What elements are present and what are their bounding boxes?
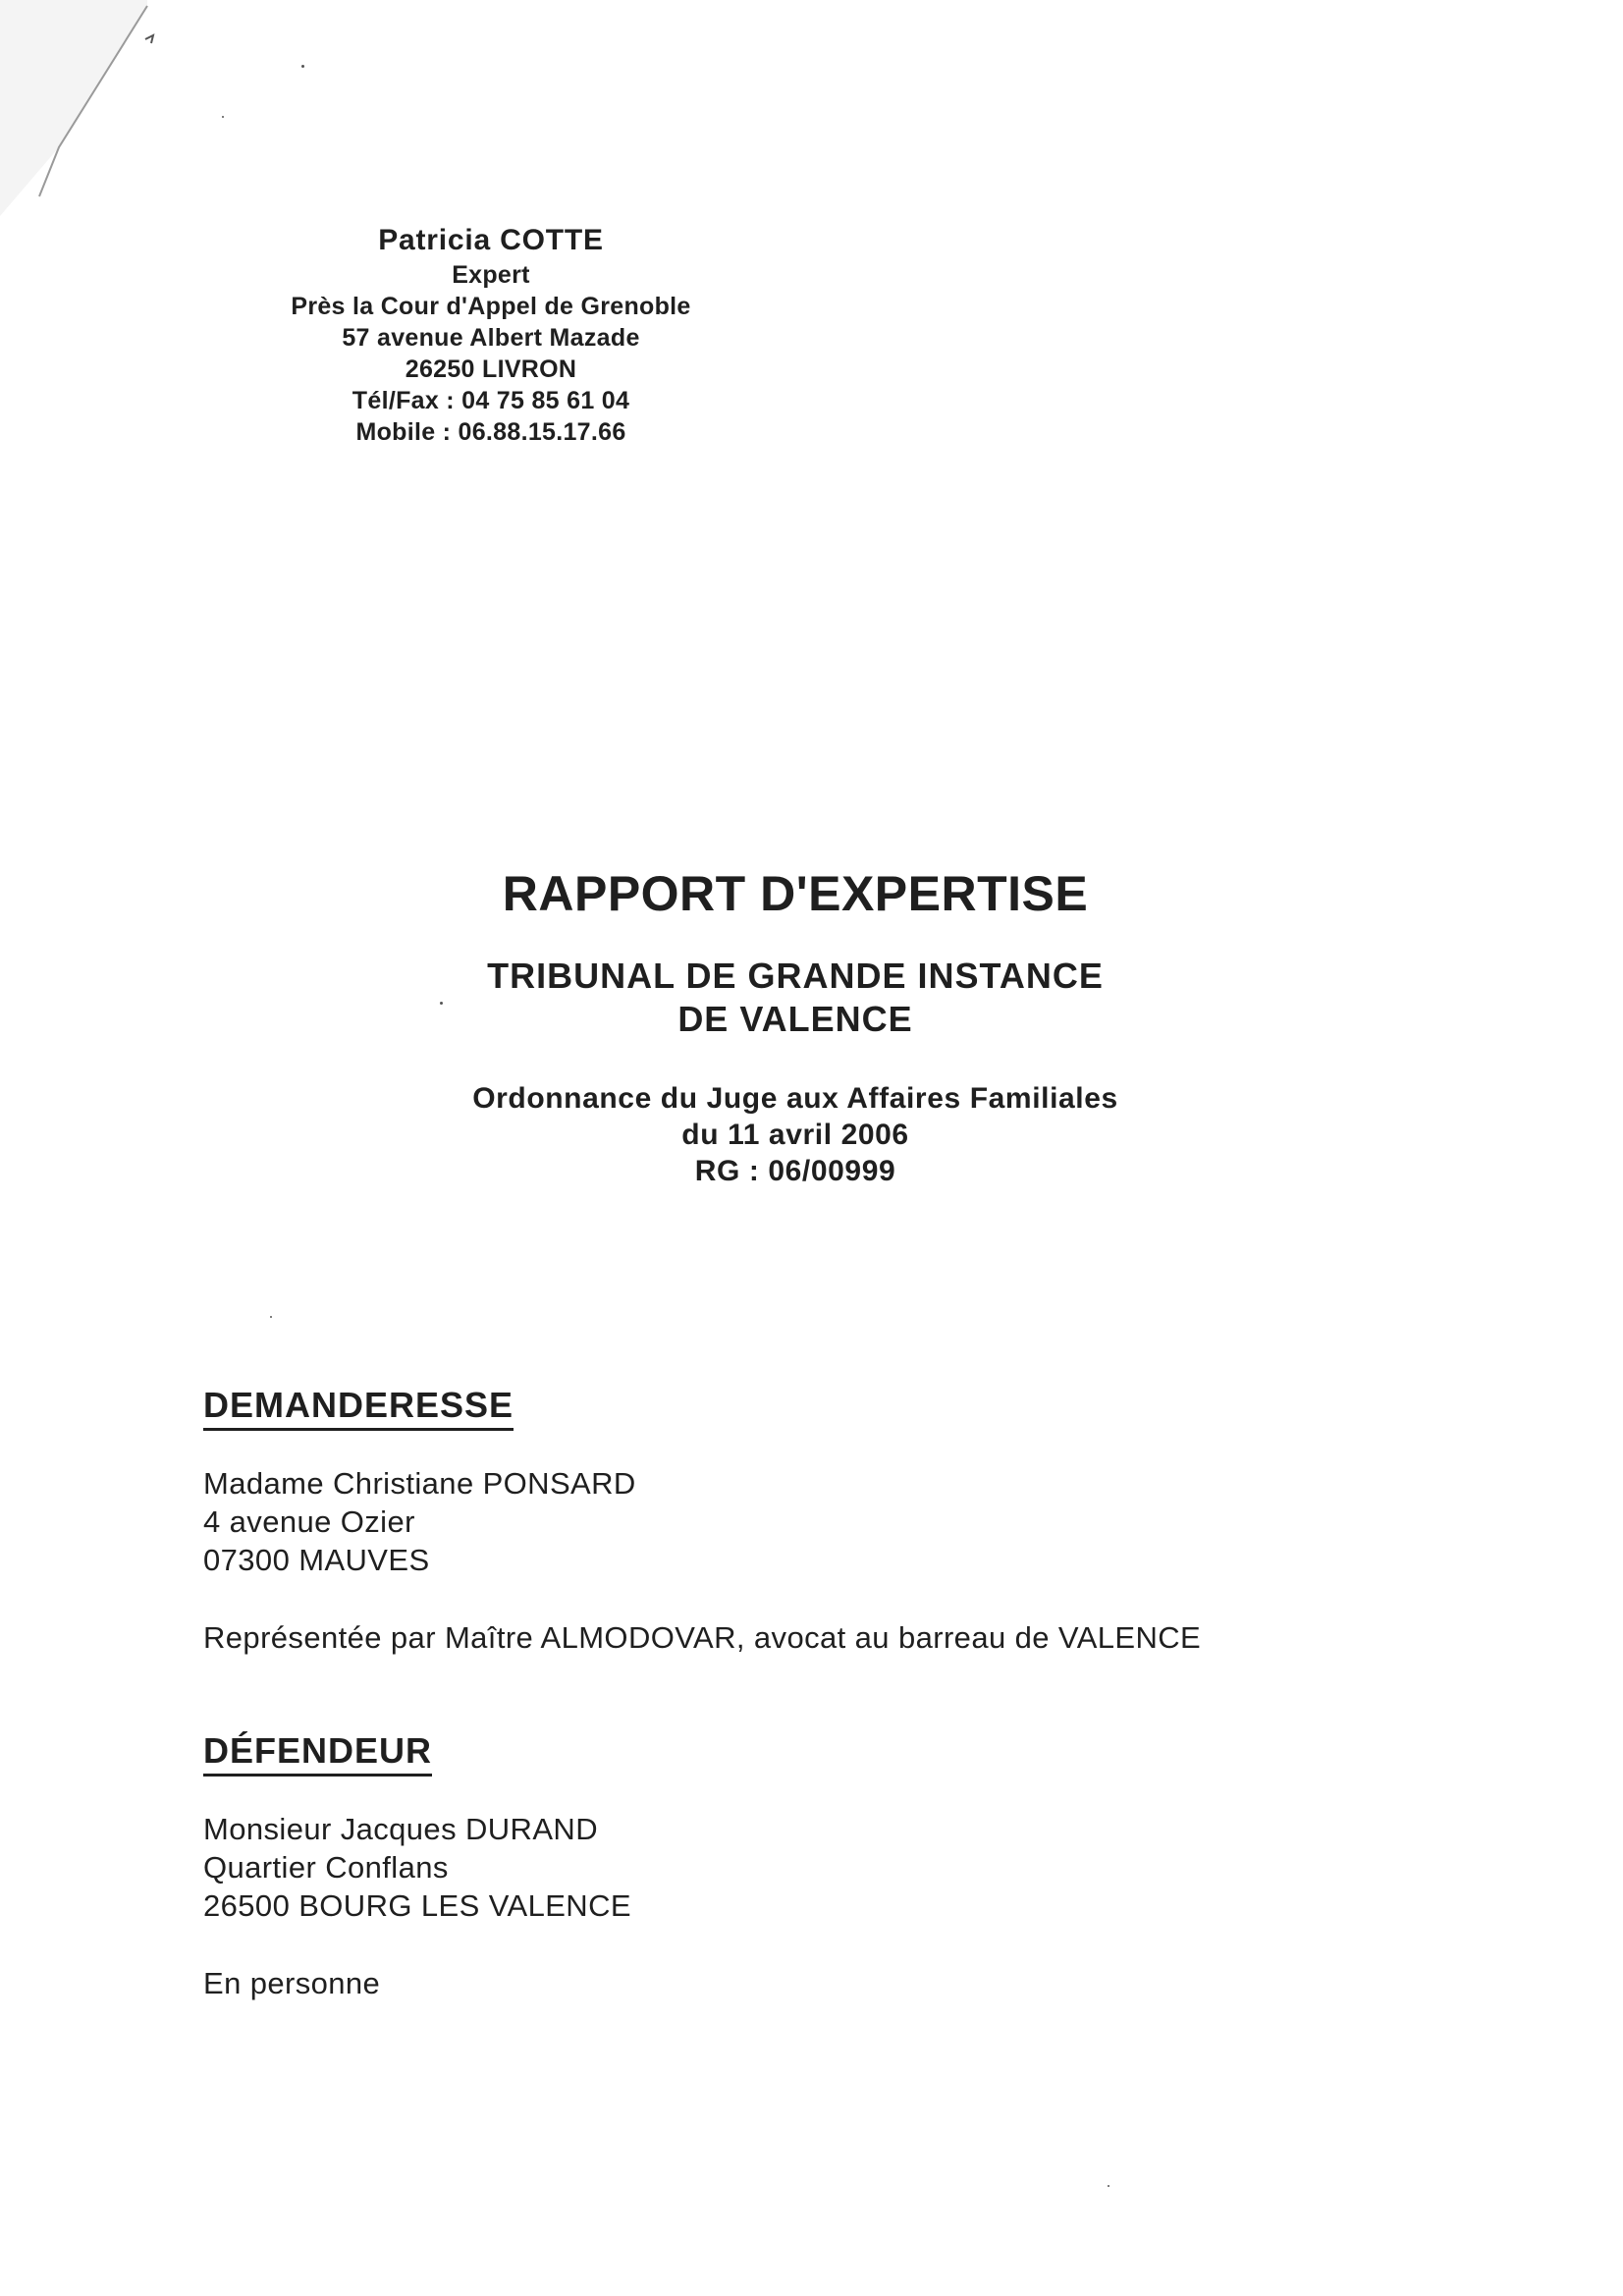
expert-phone: Tél/Fax : 04 75 85 61 04 [352, 387, 630, 414]
demanderesse-section [203, 1385, 1381, 1657]
tribunal-line-1: TRIBUNAL DE GRANDE INSTANCE [487, 956, 1104, 996]
scan-speck [1108, 2185, 1109, 2187]
expert-title: Expert [452, 261, 530, 289]
ordonnance-date: du 11 avril 2006 [681, 1119, 909, 1151]
expert-city: 26250 LIVRON [405, 355, 577, 383]
ordonnance-reference [353, 1080, 1237, 1189]
rg-number: RG : 06/00999 [694, 1155, 896, 1187]
report-title-block [353, 862, 1237, 1189]
defendeur-street: Quartier Conflans [203, 1850, 449, 1885]
expert-address: 57 avenue Albert Mazade [342, 324, 640, 352]
folded-corner-mark [0, 0, 167, 216]
ordonnance-line-1: Ordonnance du Juge aux Affaires Familiales [472, 1082, 1118, 1115]
demanderesse-address-block [203, 1464, 1381, 1579]
expert-letterhead [196, 222, 785, 448]
demanderesse-heading: DEMANDERESSE [203, 1385, 514, 1431]
scan-speck [270, 1316, 272, 1318]
defendeur-section [203, 1730, 1381, 2002]
demanderesse-street: 4 avenue Ozier [203, 1504, 415, 1539]
demanderesse-representation: Représentée par Maître ALMODOVAR, avocat au barreau de VALENCE [203, 1620, 1202, 1655]
defendeur-address-block [203, 1810, 1381, 1925]
defendeur-city: 26500 BOURG LES VALENCE [203, 1888, 631, 1923]
scan-speck [222, 116, 224, 118]
defendeur-representation: En personne [203, 1966, 381, 2000]
tribunal-line-2: DE VALENCE [677, 999, 913, 1039]
expert-name: Patricia COTTE [378, 224, 604, 256]
defendeur-heading: DÉFENDEUR [203, 1730, 432, 1777]
report-title: RAPPORT D'EXPERTISE [502, 866, 1089, 921]
scan-speck [301, 65, 304, 68]
expert-court: Près la Cour d'Appel de Grenoble [291, 293, 691, 320]
demanderesse-city: 07300 MAUVES [203, 1543, 430, 1577]
tribunal-name [353, 955, 1237, 1041]
expert-mobile: Mobile : 06.88.15.17.66 [355, 418, 626, 446]
defendeur-name: Monsieur Jacques DURAND [203, 1812, 598, 1846]
demanderesse-name: Madame Christiane PONSARD [203, 1466, 636, 1501]
